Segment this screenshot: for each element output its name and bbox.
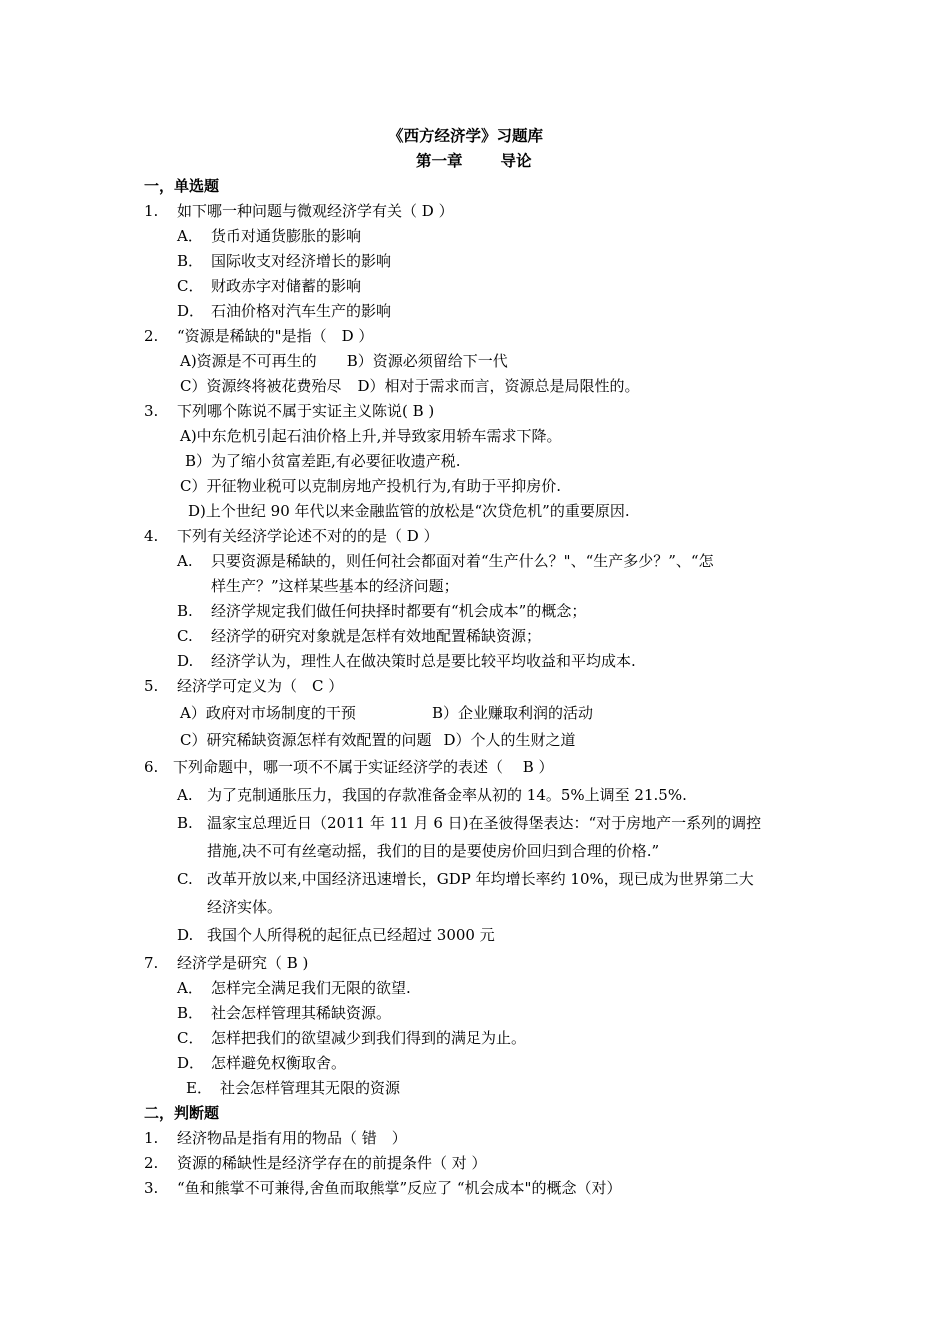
question-text: 资源的稀缺性是经济学存在的前提条件（ 对 ） xyxy=(177,1154,487,1172)
tf-question-1 xyxy=(144,1128,407,1148)
q3-option-a: A)中东危机引起石油价格上升,并导致家用轿车需求下降。 xyxy=(180,427,562,445)
option-text: 我国个人所得税的起征点已经超过 3000 元 xyxy=(207,926,495,944)
question-text: 下列命题中，哪一项不不属于实证经济学的表述（ B ） xyxy=(173,758,554,776)
q1-option-d xyxy=(177,301,391,321)
q4-option-a-continued: 样生产？”这样某些基本的经济问题； xyxy=(211,577,459,595)
q4-option-a xyxy=(177,551,714,571)
option-text: C）资源终将被花费殆尽 xyxy=(180,377,342,395)
option-text: 怎样把我们的欲望减少到我们得到的满足为止。 xyxy=(211,1029,527,1047)
question-text: 经济学是研究（ B ) xyxy=(177,954,309,972)
question-text: 下列哪个陈说不属于实证主义陈说( B ) xyxy=(177,402,435,420)
option-label: B． xyxy=(177,252,204,270)
question-number: 2. xyxy=(144,1154,159,1172)
q1-option-a xyxy=(177,226,361,246)
option-label: E． xyxy=(186,1079,212,1097)
q7-option-e xyxy=(186,1078,400,1098)
question-text: 经济学可定义为（ C ） xyxy=(177,677,344,695)
option-text: A)资源是不可再生的 xyxy=(180,352,317,370)
option-label: D. xyxy=(177,926,194,944)
question-number: 3. xyxy=(144,402,159,420)
q6-option-d xyxy=(177,925,495,945)
chapter-heading xyxy=(416,151,532,171)
question-number: 3. xyxy=(144,1179,159,1197)
question-number: 5. xyxy=(144,677,159,695)
question-6 xyxy=(144,757,554,777)
option-text: B）资源必须留给下一代 xyxy=(346,352,508,370)
option-label: B. xyxy=(177,602,193,620)
option-text: 经济学的研究对象就是怎样有效地配置稀缺资源； xyxy=(211,627,542,645)
option-label: C. xyxy=(177,870,193,888)
question-text: 经济物品是指有用的物品（ 错 ） xyxy=(177,1129,407,1147)
section-heading-true-false: 二，判断题 xyxy=(144,1104,220,1122)
option-text: 经济学认为，理性人在做决策时总是要比较平均收益和平均成本. xyxy=(211,652,636,670)
q6-option-c-continued: 经济实体。 xyxy=(207,898,283,916)
option-label: D． xyxy=(177,1054,205,1072)
q5-options-row-2 xyxy=(180,730,576,750)
option-label: B． xyxy=(177,1004,204,1022)
q3-option-d: D)上个世纪 90 年代以来金融监管的放松是“次贷危机”的重要原因. xyxy=(188,502,630,520)
option-text: 为了克制通胀压力，我国的存款准备金率从初的 14。5%上调至 21.5%. xyxy=(207,786,687,804)
q7-option-a xyxy=(177,978,411,998)
tf-question-2 xyxy=(144,1153,487,1173)
question-text: “资源是稀缺的"是指（ D ） xyxy=(177,327,374,345)
option-text: 社会怎样管理其稀缺资源。 xyxy=(211,1004,392,1022)
option-label: A. xyxy=(177,552,193,570)
q2-options-row-2 xyxy=(180,376,640,396)
option-text: 改革开放以来,中国经济迅速增长，GDP 年均增长率约 10%，现已成为世界第二大 xyxy=(207,870,754,888)
question-number: 1. xyxy=(144,202,159,220)
option-text: A）政府对市场制度的干预 xyxy=(180,704,356,722)
option-text: 国际收支对经济增长的影响 xyxy=(211,252,392,270)
section-heading-single-choice: 一，单选题 xyxy=(144,177,220,195)
q4-option-b xyxy=(177,601,586,621)
q6-option-a xyxy=(177,785,687,805)
q6-option-c xyxy=(177,869,754,889)
chapter-label: 第一章 xyxy=(416,151,463,170)
option-text: D）个人的生财之道 xyxy=(443,731,576,749)
option-label: D. xyxy=(177,652,194,670)
question-1 xyxy=(144,201,454,221)
option-text: 经济学规定我们做任何抉择时都要有“机会成本”的概念； xyxy=(211,602,587,620)
question-text: 下列有关经济学论述不对的的是（ D ） xyxy=(177,527,439,545)
q5-options-row-1 xyxy=(180,703,593,723)
q3-option-b: B）为了缩小贫富差距,有必要征收遗产税. xyxy=(185,452,461,470)
option-label: D． xyxy=(177,302,205,320)
option-text: 怎样完全满足我们无限的欲望. xyxy=(211,979,411,997)
option-text: 社会怎样管理其无限的资源 xyxy=(220,1079,401,1097)
question-number: 2. xyxy=(144,327,159,345)
question-7 xyxy=(144,953,308,973)
q7-option-d xyxy=(177,1053,346,1073)
option-text: 温家宝总理近日（2011 年 11 月 6 日)在圣彼得堡表达：“对于房地产一系列的调控 xyxy=(207,814,762,832)
question-text: 如下哪一种问题与微观经济学有关（ D ） xyxy=(177,202,454,220)
q4-option-c xyxy=(177,626,541,646)
q6-option-b-continued: 措施,决不可有丝毫动摇，我们的目的是要使房价回归到合理的价格.” xyxy=(207,842,660,860)
option-text: 财政赤字对储蓄的影响 xyxy=(211,277,362,295)
q6-option-b xyxy=(177,813,761,833)
question-text: “鱼和熊掌不可兼得,舍鱼而取熊掌”反应了 “机会成本"的概念（对） xyxy=(177,1179,622,1197)
question-number: 6. xyxy=(144,758,159,776)
option-text: 货币对通货膨胀的影响 xyxy=(211,227,362,245)
q2-options-row-1 xyxy=(180,351,508,371)
q1-option-c xyxy=(177,276,361,296)
question-5 xyxy=(144,676,343,696)
q3-option-c: C）开征物业税可以克制房地产投机行为,有助于平抑房价. xyxy=(180,477,562,495)
option-label: B. xyxy=(177,814,193,832)
option-text: 只要资源是稀缺的，则任何社会都面对着“生产什么？"、“生产多少？”、“怎 xyxy=(211,552,714,570)
question-number: 1. xyxy=(144,1129,159,1147)
option-text: C）研究稀缺资源怎样有效配置的问题 xyxy=(180,731,432,749)
q7-option-b xyxy=(177,1003,391,1023)
option-text: D）相对于需求而言，资源总是局限性的。 xyxy=(357,377,640,395)
question-2 xyxy=(144,326,373,346)
question-number: 4. xyxy=(144,527,159,545)
option-label: C． xyxy=(177,277,204,295)
option-label: A. xyxy=(177,786,193,804)
option-label: A． xyxy=(177,227,203,245)
question-3 xyxy=(144,401,434,421)
option-label: A． xyxy=(177,979,203,997)
q4-option-d xyxy=(177,651,636,671)
document-title: 《西方经济学》习题库 xyxy=(388,126,544,145)
option-text: 怎样避免权衡取舍。 xyxy=(211,1054,347,1072)
question-4 xyxy=(144,526,439,546)
chapter-name: 导论 xyxy=(500,151,532,170)
option-label: C． xyxy=(177,1029,204,1047)
option-label: C. xyxy=(177,627,193,645)
q7-option-c xyxy=(177,1028,526,1048)
tf-question-3 xyxy=(144,1178,621,1198)
q1-option-b xyxy=(177,251,391,271)
option-text: B）企业赚取利润的活动 xyxy=(432,704,594,722)
option-text: 石油价格对汽车生产的影响 xyxy=(211,302,392,320)
question-number: 7. xyxy=(144,954,159,972)
